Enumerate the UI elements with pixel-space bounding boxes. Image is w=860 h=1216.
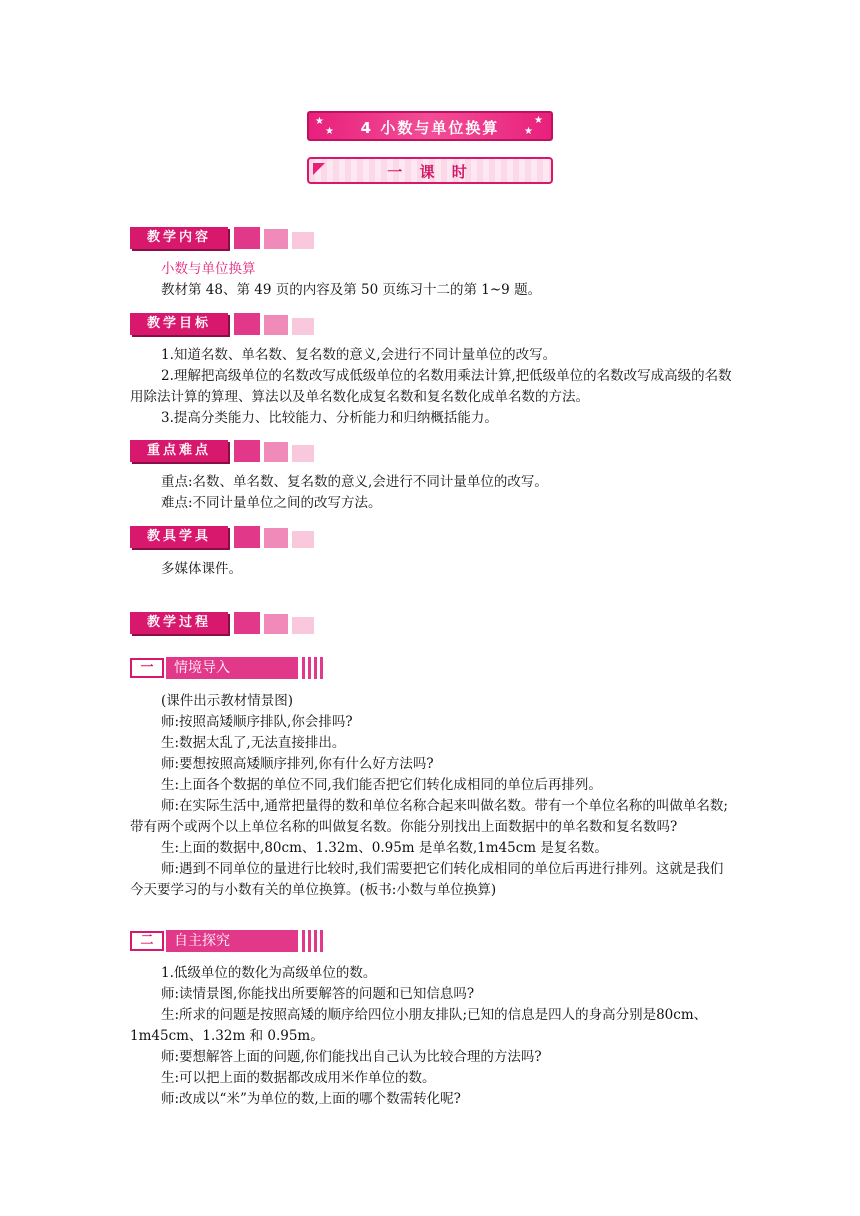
content-topic: 小数与单位换算 [161,261,256,277]
goal-item: 2.理解把高级单位的名数改写成低级单位的名数用乘法计算,把低级单位的名数改写成高级的名数用除法计算的算理、算法以及单名数化成复名数和复名数化成单名数的方法。 [130,368,732,405]
star-icon: ★ [315,116,324,127]
section-header-content [130,227,318,249]
content-block [130,259,732,301]
dialogue-line: 1.低级单位的数化为高级单位的数。 [161,965,377,981]
dialogue-line: 生:所求的问题是按照高矮的顺序给四位小朋友排队;已知的信息是四人的身高分别是80cm、1m45cm、1.32m 和 0.95m。 [130,1007,708,1044]
dialogue-line: 生:可以把上面的数据都改成用米作单位的数。 [161,1070,436,1086]
section-header-goals [130,313,318,335]
chapter-title: 4 小数与单位换算 [360,119,500,137]
dialogue-line: 师:改成以“米”为单位的数,上面的哪个数需转化呢? [161,1091,461,1107]
subsection-header-explore [130,930,328,952]
subsection-header-intro [130,657,328,679]
subsection-title: 情境导入 [166,657,298,679]
dialogue-line: 生:上面各个数据的单位不同,我们能否把它们转化成相同的单位后再排列。 [161,777,602,793]
lesson-title: 一 课 时 [387,163,473,181]
goal-item: 3.提高分类能力、比较能力、分析能力和归纳概括能力。 [161,410,498,426]
dialogue-line: 师:要想按照高矮顺序排列,你有什么好方法吗? [161,756,434,772]
section-header-keypoints [130,440,318,462]
lesson-banner [307,157,553,184]
section-label: 教学目标 [130,313,228,335]
subsection-number: 一 [130,658,164,678]
dialogue-line: 师:按照高矮顺序排队,你会排吗? [161,714,353,730]
dialogue-line: 师:在实际生活中,通常把量得的数和单位名称合起来叫做名数。带有一个单位名称的叫做单名数;带有两个或两个以上单位名称的叫做复名数。你能分别找出上面数据中的单名数和复名数吗? [130,798,728,835]
subsection-number: 二 [130,931,164,951]
keypoints-list [130,472,732,514]
star-icon: ★ [534,115,543,126]
section-label: 教具学具 [130,526,228,548]
dialogue-line: 生:数据太乱了,无法直接排出。 [161,735,346,751]
dialogue-line: 师:读情景图,你能找出所要解答的问题和已知信息吗? [161,986,475,1002]
dialogue-line: (课件出示教材情景图) [161,693,294,709]
tools-text: 多媒体课件。 [161,561,242,577]
dialogue-line: 师:遇到不同单位的量进行比较时,我们需要把它们转化成相同的单位后再进行排列。这就是我们今天要学习的与小数有关的单位换算。(板书:小数与单位换算) [130,861,724,898]
goal-item: 1.知道名数、单名数、复名数的意义,会进行不同计量单位的改写。 [161,347,557,363]
part2-body [130,963,732,1110]
section-header-tools [130,526,318,548]
chapter-title-banner [307,111,553,141]
content-text: 教材第 48、第 49 页的内容及第 50 页练习十二的第 1~9 题。 [161,282,542,298]
dialogue-line: 生:上面的数据中,80cm、1.32m、0.95m 是单名数,1m45cm 是复名数。 [161,840,608,856]
section-label: 重点难点 [130,440,228,462]
dialogue-line: 师:要想解答上面的问题,你们能找出自己认为比较合理的方法吗? [161,1049,542,1065]
star-icon: ★ [325,126,334,137]
star-icon: ★ [524,126,533,137]
keypoint-item: 难点:不同计量单位之间的改写方法。 [161,495,382,511]
part1-body [130,691,732,901]
subsection-title: 自主探究 [166,930,298,952]
goals-list [130,345,732,429]
keypoint-item: 重点:名数、单名数、复名数的意义,会进行不同计量单位的改写。 [161,474,548,490]
section-header-process [130,612,318,634]
section-label: 教学过程 [130,612,228,634]
section-label: 教学内容 [130,227,228,249]
